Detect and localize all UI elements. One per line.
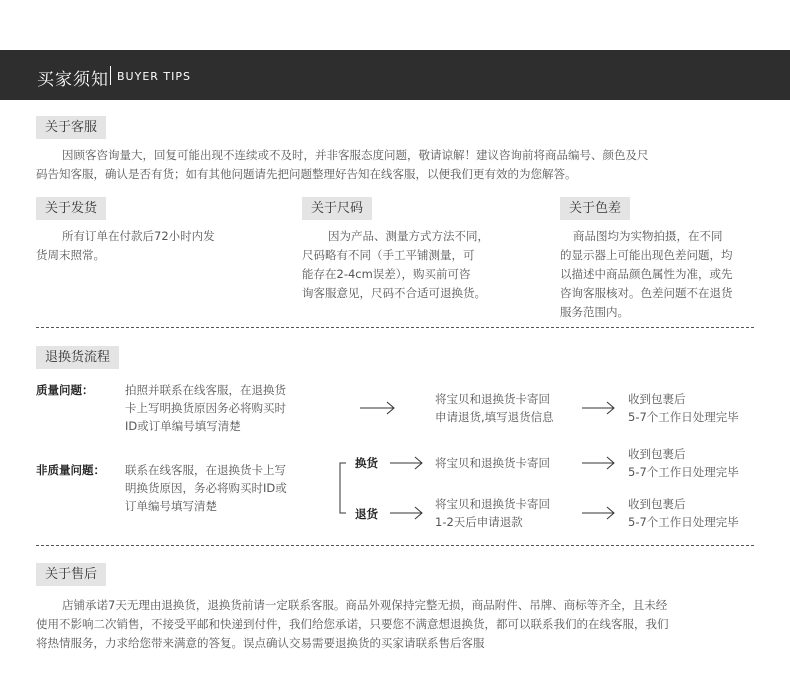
exchange-step3-line: 收到包裹后 (628, 447, 686, 461)
shipping-label: 关于发货 (36, 197, 106, 220)
shipping-line: 所有订单在付款后72小时内发 (62, 229, 215, 243)
after-sales-line: 将热情服务，力求给您带来满意的答复。误点确认交易需要退换货的买家请联系售后客服 (36, 636, 485, 650)
quality-issue-label: 质量问题： (36, 383, 94, 397)
return-step3-line: 5-7个工作日处理完毕 (628, 515, 739, 529)
process-label: 退换货流程 (36, 346, 119, 369)
color-line: 以描述中商品颜色属性为准，或先 (560, 267, 733, 281)
return-label: 退货 (355, 507, 378, 521)
return-step3-line: 收到包裹后 (628, 497, 686, 511)
after-sales-label: 关于售后 (36, 563, 106, 586)
non-quality-bracket (340, 463, 346, 513)
color-line: 服务范围内。 (560, 305, 629, 319)
quality-arrow-2 (582, 402, 614, 414)
size-line: 询客服意见，尺码不合适可退换货。 (302, 286, 486, 300)
color-line: 咨询客服核对。色差问题不在退货 (560, 286, 733, 300)
quality-step3-line: 收到包裹后 (628, 392, 686, 406)
service-line: 码告知客服，确认是否有货；如有其他问题请先把问题整理好告知在线客服，以便我们更有效的为您解答。 (36, 167, 577, 181)
after-sales-line: 店铺承诺7天无理由退换货，退换货前请一定联系客服。商品外观保持完整无损，商品附件、吊牌、商标等齐全，且未经 (62, 598, 668, 612)
after-sales-line: 使用不影响二次销售，不接受平邮和快递到付件，我们给您承诺，只要您不满意想退换货，都可以联系我们的在线客服，我们 (36, 617, 669, 631)
size-label: 关于尺码 (302, 197, 372, 220)
exchange-label: 换货 (355, 456, 378, 470)
non-quality-line: 订单编号填写清楚 (125, 499, 217, 513)
color-line: 商品图均为实物拍摄，在不同 (573, 229, 723, 243)
return-arrow-1 (390, 507, 422, 519)
dashed-divider (36, 545, 754, 546)
return-step2-line: 1-2天后申请退款 (435, 515, 523, 529)
shipping-line: 货周末照常。 (36, 248, 105, 262)
quality-line: ID或订单编号填写清楚 (125, 419, 241, 433)
quality-step2-line: 将宝贝和退换货卡寄回 (435, 392, 550, 406)
non-quality-line: 明换货原因，务必将购买时ID或 (125, 481, 287, 495)
color-label: 关于色差 (560, 197, 630, 220)
exchange-step3-line: 5-7个工作日处理完毕 (628, 465, 739, 479)
quality-line: 拍照并联系在线客服，在退换货 (125, 383, 286, 397)
size-line: 能存在2-4cm误差），购买前可咨 (302, 267, 471, 281)
service-label: 关于客服 (36, 116, 106, 139)
header-subtitle: BUYER TIPS (117, 70, 191, 83)
exchange-arrow-1 (390, 457, 422, 469)
non-quality-issue-label: 非质量问题： (36, 463, 105, 477)
quality-arrow-1 (360, 402, 394, 414)
exchange-step2-line: 将宝贝和退换货卡寄回 (435, 456, 550, 470)
color-line: 的显示器上可能出现色差问题，均 (560, 248, 733, 262)
service-line: 因顾客咨询量大，回复可能出现不连续或不及时，并非客服态度问题，敬请谅解！建议咨询前将商品编号、颜色及尺 (62, 148, 649, 162)
exchange-arrow-2 (582, 457, 614, 469)
return-arrow-2 (582, 507, 614, 519)
quality-step2-line: 申请退货,填写退货信息 (435, 410, 554, 424)
size-line: 因为产品、测量方式方法不同， (328, 229, 489, 243)
quality-step3-line: 5-7个工作日处理完毕 (628, 410, 739, 424)
after-sales-text (36, 596, 669, 653)
header-title: 买家须知 (37, 70, 109, 90)
non-quality-line: 联系在线客服，在退换货卡上写 (125, 463, 286, 477)
return-step2-line: 将宝贝和退换货卡寄回 (435, 497, 550, 511)
quality-line: 卡上写明换货原因务必将购买时 (125, 401, 286, 415)
size-line: 尺码略有不同（手工平铺测量，可 (302, 248, 475, 262)
